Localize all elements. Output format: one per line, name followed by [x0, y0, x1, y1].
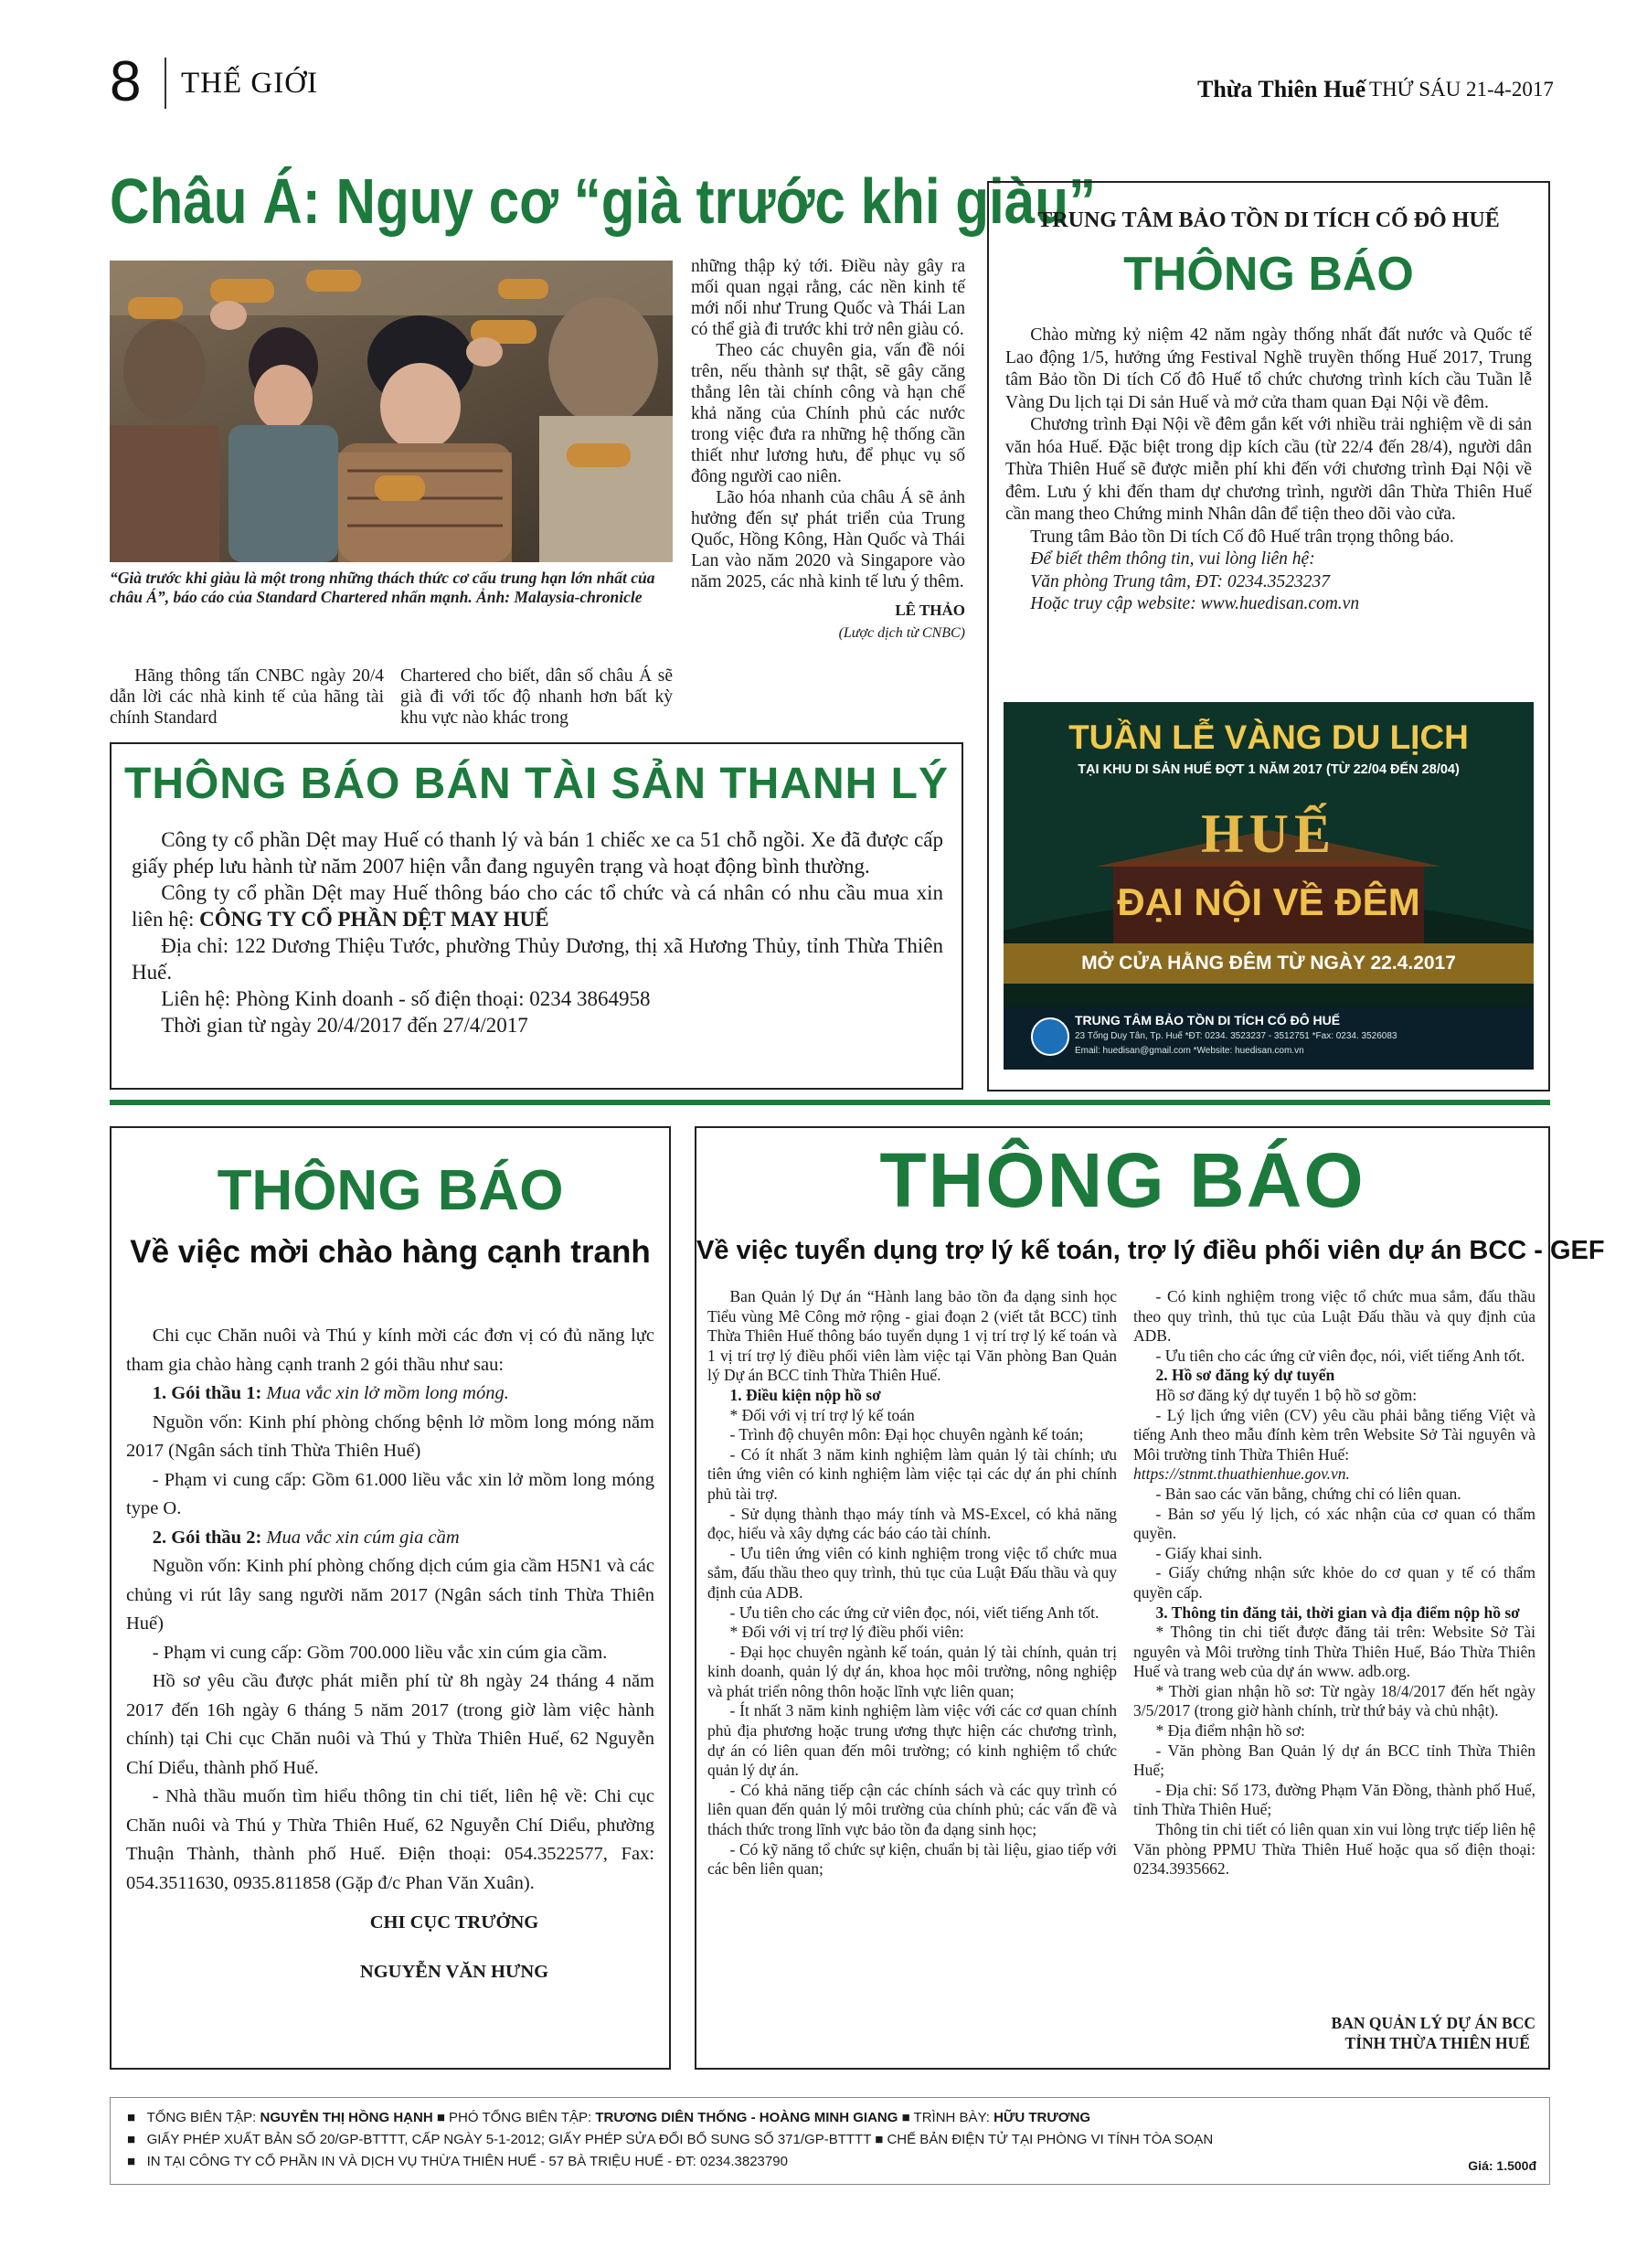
- recruit-paragraph: - Ưu tiên ứng viên có kinh nghiệm trong việc tổ chức mua sắm, đấu thầu theo quy trình, thủ tục của Luật Đấu thầu và quy định của ADB.: [707, 1543, 1117, 1602]
- recruit-paragraph: - Sử dụng thành thạo máy tính và MS-Excel, có khả năng đọc, hiểu và xây dựng các báo cáo tài chính.: [707, 1504, 1117, 1543]
- recruit-paragraph: - Địa chỉ: Số 173, đường Phạm Văn Đồng, thành phố Huế, tỉnh Thừa Thiên Huế;: [1133, 1780, 1535, 1819]
- banner-org: TRUNG TÂM BẢO TỒN DI TÍCH CỐ ĐÔ HUẾ: [1075, 1013, 1341, 1028]
- recruit-paragraph: - Ưu tiên cho các ứng cử viên đọc, nói, viết tiếng Anh tốt.: [1155, 1346, 1525, 1365]
- banner-email: Email: huedisan@gmail.com *Website: huedisan.com.vn: [1075, 1046, 1304, 1056]
- footer-line: [127, 2129, 1213, 2151]
- bid-contact: - Nhà thầu muốn tìm hiểu thông tin chi tiết, liên hệ về: Chi cục Chăn nuôi và Thú y Thừa Thiên Huế, 62 Nguyễn Chí Diểu, phường Thuận Thành, thành phố Huế. Điện thoại: 054.3522577, Fax: 054.3511630, 0935.811858 (Gặp đ/c Phan Văn Xuân).: [126, 1786, 654, 1893]
- issue-date: THỨ SÁU 21-4-2017: [1369, 78, 1554, 101]
- footer-line: [127, 2107, 1090, 2129]
- banner-title: TUẦN LỄ VÀNG DU LỊCH: [1068, 719, 1469, 756]
- recruit-paragraph: - Giấy khai sinh.: [1155, 1543, 1263, 1562]
- recruit-paragraph: - Có ít nhất 3 năm kinh nghiệm làm quản lý tài chính; ưu tiên ứng viên có kinh nghiệm làm việc tại các dự án phi chính phủ tài trợ.: [707, 1444, 1117, 1503]
- paper-name: Thừa Thiên Huế: [1197, 76, 1366, 102]
- sale-contact-text: Công ty cổ phần Dệt may Huế thông báo cho các tổ chức và cá nhân có nhu cầu mua xin liên hệ:: [132, 881, 943, 931]
- bid-scope: - Phạm vi cung cấp: Gồm 61.000 liều vắc xin lở mồm long móng type O.: [126, 1469, 654, 1518]
- bid-documents: Hồ sơ yêu cầu được phát miễn phí từ 8h ngày 24 tháng 4 năm 2017 đến 16h ngày 6 tháng 5 năm 2017 (trong giờ làm việc hành chính) tại Chi cục Chăn nuôi và Thú y Thừa Thiên Huế, 62 Nguyễn Chí Diểu, thành phố Huế.: [126, 1671, 654, 1778]
- sale-company: CÔNG TY CỔ PHẦN DỆT MAY HUẾ: [199, 908, 549, 931]
- article-col-2: Chartered cho biết, dân số châu Á sẽ già đi với tốc độ nhanh hơn bất kỳ khu vực nào khác trong: [400, 666, 673, 728]
- relics-notice-box: [987, 181, 1550, 1091]
- recruit-paragraph: https://stnmt.thuathienhue.gov.vn.: [1133, 1464, 1350, 1484]
- bid-intro: Chi cục Chăn nuôi và Thú y kính mời các đơn vị có đủ năng lực tham gia chào hàng cạnh tranh 2 gói thầu như sau:: [126, 1326, 654, 1375]
- bid-package-label: 1. Gói thầu 1:: [152, 1383, 262, 1403]
- recruit-paragraph: - Lý lịch ứng viên (CV) yêu cầu phải bằng tiếng Việt và tiếng Anh theo mẫu đính kèm trên Website Sở Tài nguyên và Môi trường tỉnh Thừa Thiên Huế:: [1133, 1405, 1535, 1464]
- recruit-heading: 1. Điều kiện nộp hồ sơ: [729, 1385, 881, 1404]
- recruit-signature: [1133, 2013, 1535, 2053]
- recruit-paragraph: - Có kinh nghiệm trong việc tổ chức mua sắm, đấu thầu theo quy trình, thủ tục của Luật Đấu thầu và quy định của ADB.: [1133, 1287, 1535, 1346]
- relics-org: TRUNG TÂM BẢO TỒN DI TÍCH CỐ ĐÔ HUẾ: [1037, 208, 1500, 232]
- footer-label: ■ PHÓ TỔNG BIÊN TẬP:: [432, 2110, 596, 2125]
- relics-contact: Văn phòng Trung tâm, ĐT: 0234.3523237: [1030, 571, 1331, 591]
- footer-deputy-editors: TRƯƠNG DIÊN THỐNG - HOÀNG MINH GIANG: [595, 2110, 898, 2125]
- banner-org-logo-icon: [1031, 1017, 1069, 1056]
- banner-opening: MỞ CỬA HẰNG ĐÊM TỪ NGÀY 22.4.2017: [1081, 953, 1456, 974]
- relics-contact: Để biết thêm thông tin, vui lòng liên hệ:: [1030, 549, 1315, 569]
- footer-label: TỔNG BIÊN TẬP:: [146, 2110, 260, 2125]
- recruit-heading: 3. Thông tin đăng tải, thời gian và địa điểm nộp hồ sơ: [1155, 1603, 1520, 1622]
- bid-subtitle: Về việc mời chào hàng cạnh tranh: [130, 1234, 651, 1270]
- recruit-paragraph: - Ít nhất 3 năm kinh nghiệm làm việc với các cơ quan chính phủ địa phương hoặc trung ương thực hiện các chương trình, dự án có liên quan đến môi trường; có kinh nghiệm tổ chức quản lý dự án.: [707, 1701, 1117, 1780]
- bid-package-name: Mua vắc xin lở mồm long móng.: [261, 1383, 509, 1403]
- recruit-col-left: [707, 1287, 1117, 1879]
- bid-fund: Nguồn vốn: Kinh phí phòng chống bệnh lở mồm long móng năm 2017 (Ngân sách tỉnh Thừa Thiên Huế): [126, 1411, 654, 1461]
- article-author: LÊ THẢO: [895, 602, 965, 619]
- recruit-notice-box: [695, 1126, 1605, 2070]
- banner-address: 23 Tống Duy Tân, Tp. Huế *ĐT: 0234. 3523237 - 3512751 *Fax: 0234. 3526083: [1075, 1031, 1397, 1041]
- bid-fund: Nguồn vốn: Kinh phí phòng chống dịch cúm gia cầm H5N1 và các chủng vi rút lây sang người năm 2017 (Ngân sách tỉnh Thừa Thiên Huế): [126, 1556, 654, 1634]
- relics-website: Hoặc truy cập website: www.huedisan.com.vn: [1030, 594, 1360, 613]
- banner-logo-word: HUẾ: [1200, 804, 1337, 864]
- recruit-col-right: [1133, 1287, 1535, 1879]
- relics-body: [1005, 325, 1532, 616]
- recruit-paragraph: * Địa điểm nhận hồ sơ:: [1155, 1721, 1305, 1741]
- bid-notice-box: [110, 1126, 671, 2070]
- relics-title: THÔNG BÁO: [1123, 248, 1414, 301]
- recruit-paragraph: - Bản sao các văn bằng, chứng chỉ có liên quan.: [1155, 1484, 1461, 1503]
- sale-body: [132, 826, 943, 1038]
- bid-scope: - Phạm vi cung cấp: Gồm 700.000 liều vắc xin cúm gia cầm.: [152, 1642, 608, 1663]
- article-source: (Lược dịch từ CNBC): [838, 625, 965, 641]
- recruit-paragraph: - Có kỹ năng tổ chức sự kiện, chuẩn bị tài liệu, giao tiếp với các bên liên quan;: [707, 1839, 1117, 1879]
- recruit-paragraph: * Thời gian nhận hồ sơ: Từ ngày 18/4/2017 đến hết ngày 3/5/2017 (trong giờ hành chính, trừ thứ bảy và chủ nhật).: [1133, 1681, 1535, 1720]
- recruit-paragraph: * Đối với vị trí trợ lý điều phối viên:: [729, 1623, 964, 1642]
- section-divider: [110, 1100, 1550, 1105]
- sale-paragraph: Công ty cổ phần Dệt may Huế có thanh lý và bán 1 chiếc xe ca 51 chỗ ngồi. Xe đã được cấp giấy phép lưu hành từ năm 2007 hiện vẫn đang nguyên trạng và hoạt động bình thường.: [132, 828, 943, 878]
- recruit-paragraph: Hồ sơ đăng ký dự tuyển 1 bộ hồ sơ gồm:: [1155, 1385, 1418, 1404]
- photo-elderly-exercise: [110, 261, 673, 562]
- sale-paragraph: [132, 879, 943, 932]
- recruit-heading: 2. Hồ sơ đăng ký dự tuyển: [1155, 1366, 1335, 1385]
- recruit-paragraph: Thông tin chi tiết có liên quan xin vui lòng trực tiếp liên hệ Văn phòng PPMU Thừa Thiên Huế hoặc qua số điện thoại: 0234.3935662.: [1133, 1820, 1535, 1879]
- recruit-paragraph: * Thông tin chi tiết được đăng tải trên: Website Sở Tài nguyên và Môi trường tỉnh Thừa Thiên Huế, Báo Thừa Thiên Huế và trang web của dự án www. adb.org.: [1133, 1623, 1535, 1681]
- price: Giá: 1.500đ: [1468, 2158, 1536, 2173]
- page-number: 8: [110, 50, 142, 113]
- recruit-paragraph: Ban Quản lý Dự án “Hành lang bảo tồn đa dạng sinh học Tiểu vùng Mê Công mở rộng - giai đoạn 2 (viết tắt BCC) tỉnh Thừa Thiên Huế thông báo tuyển dụng 1 vị trí trợ lý kế toán và 1 vị trí trợ lý điều phối viên làm việc tại Văn phòng Ban Quản lý Dự án BCC tỉnh Thừa Thiên Huế.: [707, 1287, 1117, 1385]
- article-paragraph: Lão hóa nhanh của châu Á sẽ ảnh hưởng đến sự phát triển của Trung Quốc, Hồng Kông, Hàn Quốc và Thái Lan vào năm 2020 và Singapore vào năm 2025, các nhà kinh tế lưu ý thêm.: [691, 488, 965, 591]
- page-header: [110, 50, 1554, 114]
- bid-package-label: 2. Gói thầu 2:: [152, 1527, 262, 1548]
- sale-title: THÔNG BÁO BÁN TÀI SẢN THANH LÝ: [124, 760, 949, 808]
- recruit-subtitle: Về việc tuyển dụng trợ lý kế toán, trợ lý điều phối viên dự án BCC - GEF: [696, 1236, 1605, 1265]
- bullet-icon: ■: [127, 2154, 147, 2169]
- bid-title: THÔNG BÁO: [217, 1159, 564, 1222]
- sale-phone: Liên hệ: Phòng Kinh doanh - số điện thoại: 0234 3864958: [161, 987, 651, 1010]
- footer-label: ■ TRÌNH BÀY:: [898, 2110, 994, 2125]
- article-photo: [110, 261, 673, 562]
- section-title: THẾ GIỚI: [181, 67, 319, 100]
- recruit-paragraph: - Ưu tiên cho các ứng cử viên đọc, nói, viết tiếng Anh tốt.: [729, 1603, 1100, 1622]
- bullet-icon: ■: [127, 2132, 147, 2147]
- photo-caption: “Già trước khi giàu là một trong những thách thức cơ cấu trung hạn lớn nhất của châu Á”, báo cáo của Standard Chartered nhấn mạnh. Ảnh: Malaysia-chronicle: [110, 569, 655, 606]
- sale-period: Thời gian từ ngày 20/4/2017 đến 27/4/2017: [161, 1014, 528, 1037]
- sale-notice-box: [110, 742, 963, 1090]
- bid-package-name: Mua vắc xin cúm gia cầm: [261, 1527, 460, 1548]
- recruit-paragraph: - Đại học chuyên ngành kế toán, quản lý tài chính, quản trị kinh doanh, quản lý dự án, khoa học môi trường, nông nghiệp và phát triển nông thôn hoặc lĩnh vực liên quan;: [707, 1642, 1117, 1700]
- article: [110, 165, 1097, 740]
- recruit-paragraph: - Có khả năng tiếp cận các chính sách và các quy trình có liên quan đến quản lý môi trường của chính phủ; các vấn đề và thách thức trong lĩnh vực bảo tồn đa dạng sinh học;: [707, 1780, 1117, 1839]
- bid-package-2: [126, 1524, 654, 1553]
- bid-signature-name: NGUYỄN VĂN HƯNG: [359, 1961, 549, 1982]
- relics-paragraph: Chào mừng kỷ niệm 42 năm ngày thống nhất đất nước và Quốc tế Lao động 1/5, hưởng ứng Festival Nghề truyền thống Huế 2017, Trung tâm Bảo tồn Di tích Cố đô Huế tổ chức chương trình kích cầu Tuần lễ Vàng Du lịch tại Di sản Huế và mở cửa tham quan Đại Nội về đêm.: [1005, 325, 1532, 412]
- banner-event: ĐẠI NỘI VỀ ĐÊM: [1117, 880, 1420, 923]
- recruit-paragraph: - Bản sơ yếu lý lịch, có xác nhận của cơ quan có thẩm quyền.: [1133, 1504, 1535, 1543]
- article-col-1: Hãng thông tấn CNBC ngày 20/4 dẫn lời các nhà kinh tế của hãng tài chính Standard: [110, 666, 384, 728]
- relics-paragraph: Trung tâm Bảo tồn Di tích Cố đô Huế trân trọng thông báo.: [1030, 527, 1454, 547]
- recruit-paragraph: - Giấy chứng nhận sức khỏe do cơ quan y tế có thẩm quyền cấp.: [1133, 1563, 1535, 1602]
- footer-line: [127, 2151, 788, 2173]
- bid-signature-role: CHI CỤC TRƯỞNG: [369, 1912, 539, 1933]
- relics-paragraph: Chương trình Đại Nội về đêm gắn kết với nhiều trải nghiệm về di sản văn hóa Huế. Đặc biệt trong dịp kích cầu (từ 22/4 đến 28/4), người dân Thừa Thiên Huế sẽ được miễn phí khi đến với chương trình Đại Nội về đêm. Lưu ý khi đến tham dự chương trình, người dân Thừa Thiên Huế cần mang theo Chứng minh Nhân dân để tiện theo dõi vào cửa.: [1005, 415, 1532, 524]
- article-col-3: [691, 256, 965, 644]
- footer-license: GIẤY PHÉP XUẤT BẢN SỐ 20/GP-BTTTT, CẤP NGÀY 5-1-2012; GIẤY PHÉP SỬA ĐỔI BỔ SUNG SỐ 371/GP-BTTTT ■ CHẾ BẢN ĐIỆN TỬ TẠI PHÒNG VI TÍNH TÒA SOẠN: [146, 2132, 1214, 2147]
- bullet-icon: ■: [127, 2110, 147, 2125]
- recruit-paragraph: - Văn phòng Ban Quản lý dự án BCC tỉnh Thừa Thiên Huế;: [1133, 1741, 1535, 1780]
- recruit-paragraph: * Đối với vị trí trợ lý kế toán: [729, 1405, 915, 1424]
- recruit-signature-line: BAN QUẢN LÝ DỰ ÁN BCC: [1331, 2014, 1535, 2032]
- sale-address: Địa chỉ: 122 Dương Thiệu Tước, phường Thủy Dương, thị xã Hương Thủy, tỉnh Thừa Thiên Huế.: [132, 934, 943, 984]
- footer-printer: IN TẠI CÔNG TY CỔ PHẦN IN VÀ DỊCH VỤ THỪA THIÊN HUẾ - 57 BÀ TRIỆU HUẾ - ĐT: 0234.3823790: [146, 2154, 788, 2169]
- header-divider: [165, 58, 166, 109]
- bid-package-1: [126, 1379, 654, 1409]
- event-banner: [1004, 702, 1534, 1070]
- recruit-signature-line: TỈNH THỪA THIÊN HUẾ: [1344, 2034, 1530, 2052]
- article-paragraph: Theo các chuyên gia, vấn đề nói trên, nếu thành sự thật, sẽ gây căng thẳng lên tài chính công và hạn chế khả năng của Chính phủ các nước trong việc đưa ra những hệ thống cần thiết như lương hưu, để phục vụ số đông người cao niên.: [691, 341, 965, 486]
- article-paragraph: những thập kỷ tới. Điều này gây ra mối quan ngại rằng, các nền kinh tế mới nổi như Trung Quốc và Thái Lan có thể già đi trước khi trở nên giàu có.: [691, 257, 965, 339]
- footer-editor: NGUYỄN THỊ HỒNG HẠNH: [260, 2110, 433, 2125]
- recruit-title: THÔNG BÁO: [879, 1137, 1365, 1223]
- masthead-footer: [110, 2097, 1550, 2185]
- recruit-paragraph: - Trình độ chuyên môn: Đại học chuyên ngành kế toán;: [729, 1425, 1084, 1444]
- bid-body: [126, 1322, 654, 1986]
- article-headline: Châu Á: Nguy cơ “già trước khi giàu”: [110, 165, 1097, 237]
- footer-designer: HỮU TRƯƠNG: [994, 2110, 1091, 2125]
- banner-subtitle: TẠI KHU DI SẢN HUẾ ĐỢT 1 NĂM 2017 (TỪ 22/04 ĐẾN 28/04): [1078, 762, 1460, 777]
